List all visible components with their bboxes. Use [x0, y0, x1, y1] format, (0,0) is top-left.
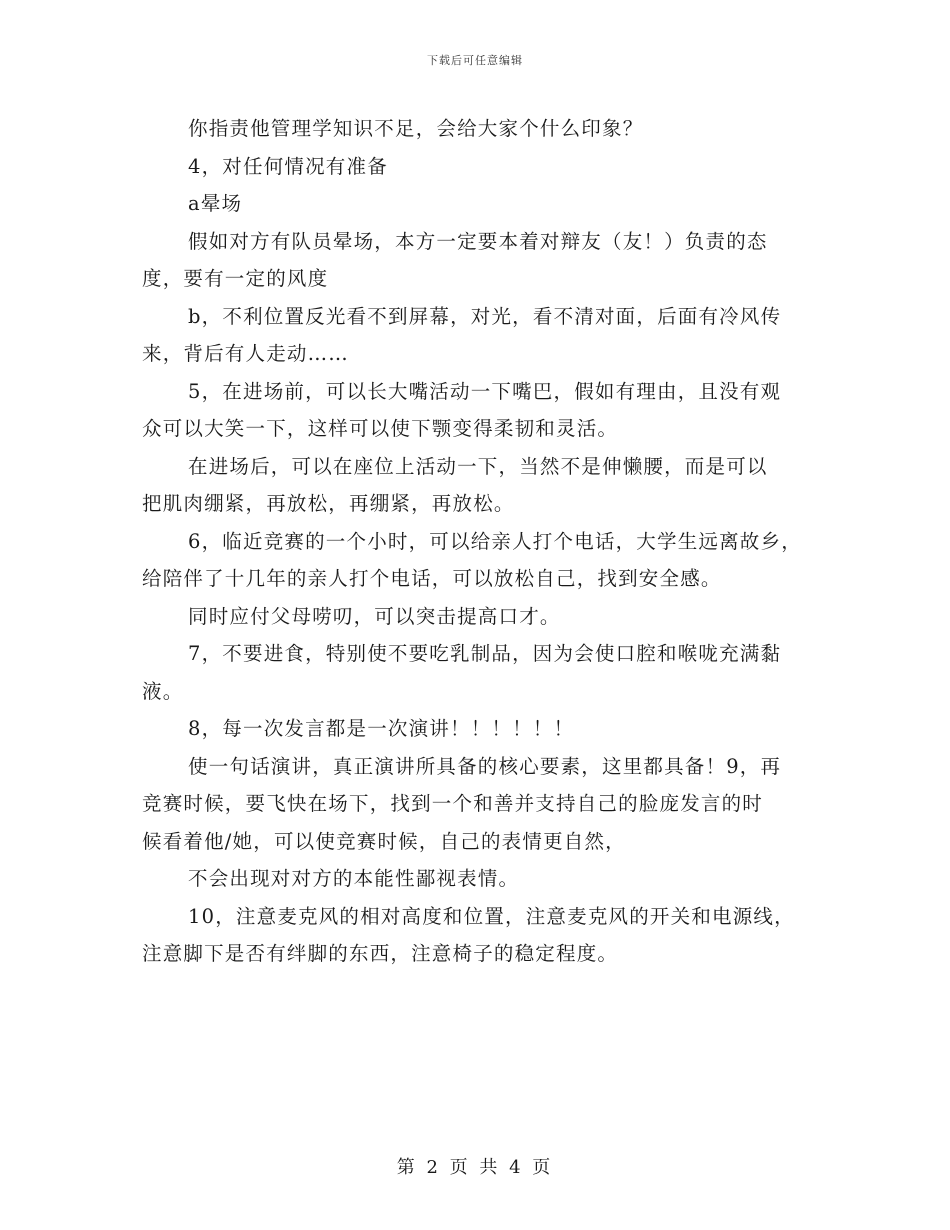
page-number-footer: 第 2 页 共 4 页	[396, 1157, 554, 1178]
text-line: 5，在进场前，可以长大嘴活动一下嘴巴，假如有理由，且没有观	[188, 379, 782, 403]
text-line: 10，注意麦克风的相对高度和位置，注意麦克风的开关和电源线，	[188, 904, 795, 928]
page-header: 下载后可任意编辑	[427, 54, 523, 67]
text-line: 7，不要进食，特别使不要吃乳制品，因为会使口腔和喉咙充满黏	[188, 642, 782, 665]
text-line: 竞赛时候，要飞快在场下，找到一个和善并支持自己的脸庞发言的时	[142, 792, 764, 815]
text-line: 假如对方有队员晕场，本方一定要本着对辩友（友！）负责的态	[188, 229, 768, 253]
text-line: 给陪伴了十几年的亲人打个电话，可以放松自己，找到安全感。	[142, 567, 722, 590]
text-line: 在进场后，可以在座位上活动一下，当然不是伸懒腰，而是可以	[188, 454, 768, 478]
text-line: 8，每一次发言都是一次演讲！！！！！！	[188, 717, 575, 740]
text-line: 度，要有一定的风度	[142, 267, 329, 290]
text-line: 4，对任何情况有准备	[188, 154, 388, 178]
text-line: 液。	[142, 679, 184, 703]
text-line: 不会出现对对方的本能性鄙视表情。	[188, 867, 520, 890]
document-body	[142, 110, 832, 973]
text-line: 把肌肉绷紧，再放松，再绷紧，再放松。	[142, 492, 515, 515]
text-line: 你指责他管理学知识不足，会给大家个什么印象？	[188, 117, 644, 140]
text-line: 同时应付父母唠叨，可以突击提高口才。	[188, 604, 561, 628]
text-line: 使一句话演讲，真正演讲所具备的核心要素，这里都具备！9，再	[188, 754, 782, 778]
text-line: 众可以大笑一下，这样可以使下颚变得柔韧和灵活。	[142, 417, 619, 440]
text-line: a晕场	[188, 192, 243, 215]
text-line: 候看着他/她，可以使竞赛时候，自己的表情更自然，	[142, 829, 626, 853]
text-line: 6，临近竞赛的一个小时，可以给亲人打个电话，大学生远离故乡，	[188, 529, 802, 553]
text-line: 来，背后有人走动……	[142, 342, 350, 365]
text-line: 注意脚下是否有绊脚的东西，注意椅子的稳定程度。	[142, 942, 619, 965]
text-line: b，不利位置反光看不到屏幕，对光，看不清对面，后面有冷风传	[188, 304, 782, 328]
